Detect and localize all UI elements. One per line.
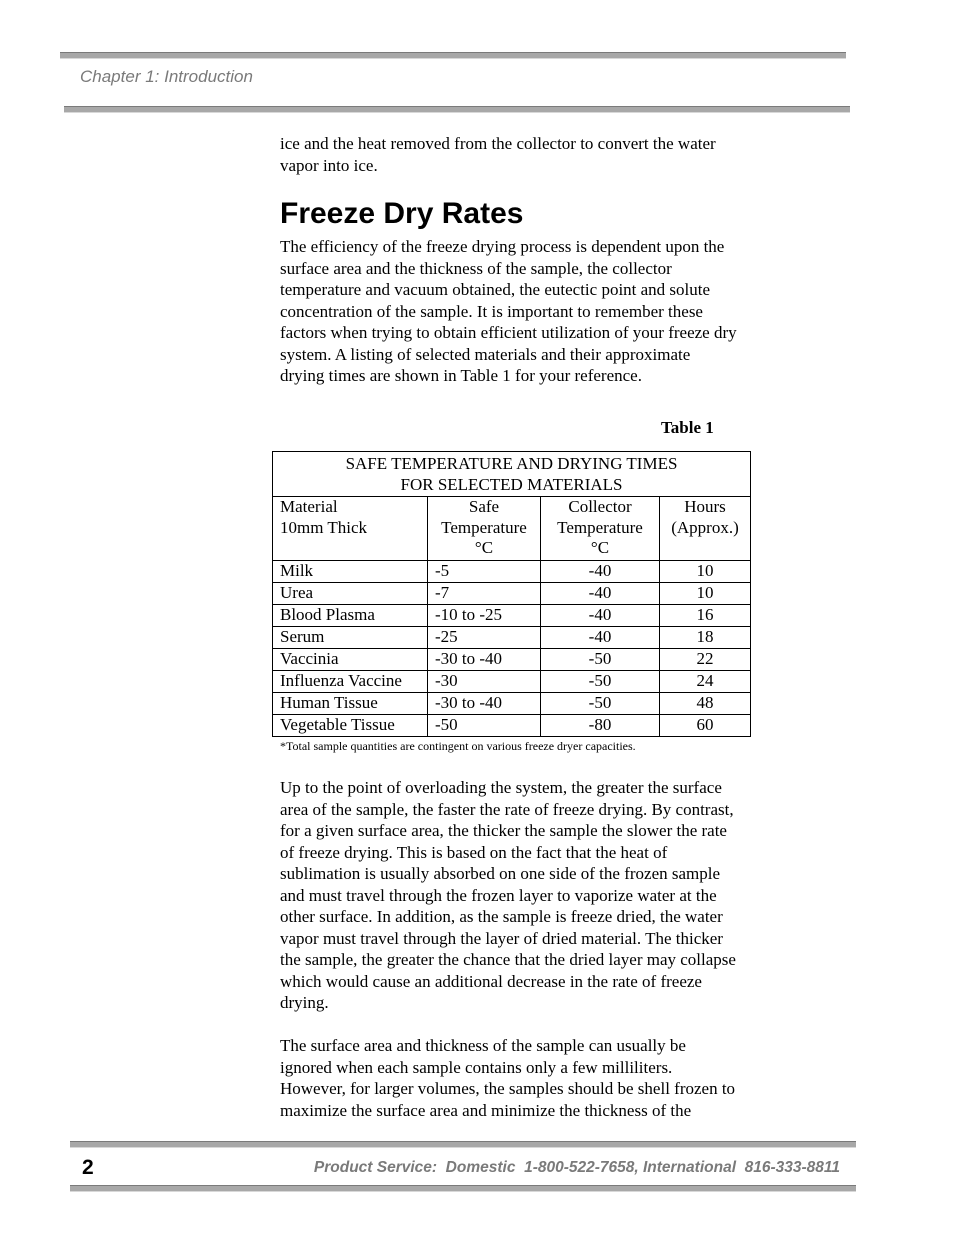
cell-material: Urea [273,583,428,605]
cell-collector-temp: -40 [541,561,660,583]
header-text: Temperature [557,517,643,537]
cell-safe-temp: -10 to -25 [428,605,541,627]
paragraph-line: for a given surface area, the thicker the sample the slower the rate [280,821,727,840]
cell-hours: 60 [660,715,751,737]
cell-collector-temp: -50 [541,649,660,671]
cell-hours: 16 [660,605,751,627]
paragraph-line: temperature and vacuum obtained, the eutectic point and solute [280,280,711,299]
cell-collector-temp: -40 [541,627,660,649]
footer-top-rule [70,1141,856,1148]
paragraph-line: ignored when each sample contains only a few milliliters. [280,1057,673,1077]
paragraph-line: However, for larger volumes, the samples should be shell frozen to [280,1079,736,1098]
table-row [273,671,751,693]
intro-line: ice and the heat removed from the collector to convert the water [280,134,716,153]
paragraph-line: area of the sample, the faster the rate of freeze drying. By contrast, [280,799,734,819]
page-number: 2 [82,1156,94,1179]
cell-safe-temp: -30 to -40 [428,649,541,671]
header-hours [660,497,751,561]
table-row [273,715,751,737]
intro-paragraph [280,133,790,176]
table-caption: Table 1 [661,418,714,437]
header-text: 10mm Thick [280,517,368,537]
table-row [273,605,751,627]
table-title-row [273,452,751,497]
table-row [273,627,751,649]
paragraph-line: concentration of the sample. It is important to remember these [280,301,703,321]
cell-safe-temp: -50 [428,715,541,737]
paragraph-line: vapor must travel through the layer of dried material. The thicker [280,928,723,948]
table-footnote: *Total sample quantities are contingent on various freeze dryer capacities. [280,739,636,753]
paragraph-2 [280,777,790,1014]
cell-collector-temp: -40 [541,583,660,605]
paragraph-line: drying. [280,993,329,1012]
table-row [273,583,751,605]
cell-safe-temp: -7 [428,583,541,605]
header-top-rule [60,52,846,59]
table-header-row [273,497,751,561]
paragraph-line: other surface. In addition, as the sample is freeze dried, the water [280,907,723,926]
header-collector-temp [541,497,660,561]
paragraph-line: factors when trying to obtain efficient utilization of your freeze dry [280,323,737,342]
header-text: (Approx.) [671,517,739,537]
header-text: Material [280,497,338,516]
cell-material: Vegetable Tissue [273,715,428,737]
table-row [273,693,751,715]
paragraph-line: drying times are shown in Table 1 for your reference. [280,366,642,385]
paragraph-3 [280,1035,790,1121]
paragraph-line: The efficiency of the freeze drying process is dependent upon the [280,237,725,256]
cell-hours: 10 [660,583,751,605]
cell-material: Serum [273,627,428,649]
cell-safe-temp: -30 to -40 [428,693,541,715]
paragraph-1 [280,236,790,387]
paragraph-line: the sample, the greater the chance that the dried layer may collapse [280,950,736,969]
paragraph-line: which would cause an additional decrease in the rate of freeze [280,971,702,991]
paragraph-line: surface area and the thickness of the sample, the collector [280,258,672,278]
cell-hours: 48 [660,693,751,715]
cell-safe-temp: -25 [428,627,541,649]
product-service-text: Product Service: Domestic 1-800-522-7658, International 816-333-8811 [313,1159,840,1176]
header-safe-temp [428,497,541,561]
paragraph-line: of freeze drying. This is based on the fact that the heat of [280,842,668,862]
cell-collector-temp: -50 [541,693,660,715]
table-row [273,561,751,583]
header-bottom-rule [64,106,850,113]
paragraph-line: The surface area and thickness of the sample can usually be [280,1036,686,1055]
cell-safe-temp: -5 [428,561,541,583]
table-row [273,649,751,671]
cell-hours: 22 [660,649,751,671]
cell-hours: 10 [660,561,751,583]
cell-collector-temp: -40 [541,605,660,627]
cell-safe-temp: -30 [428,671,541,693]
header-text: Hours [684,497,726,516]
cell-material: Blood Plasma [273,605,428,627]
paragraph-line: system. A listing of selected materials and their approximate [280,344,691,364]
header-text: Safe [468,497,500,516]
paragraph-line: sublimation is usually absorbed on one side of the frozen sample [280,864,721,883]
chapter-title: Chapter 1: Introduction [80,67,253,86]
paragraph-line: maximize the surface area and minimize the thickness of the [280,1100,692,1120]
paragraph-line: and must travel through the frozen layer to vaporize water at the [280,885,717,905]
cell-material: Milk [273,561,428,583]
header-text: Collector [568,497,632,516]
footer-bottom-rule [70,1185,856,1192]
drying-times-table [272,451,751,737]
cell-material: Vaccinia [273,649,428,671]
cell-collector-temp: -80 [541,715,660,737]
table-title-line: FOR SELECTED MATERIALS [400,474,623,494]
cell-collector-temp: -50 [541,671,660,693]
cell-material: Influenza Vaccine [273,671,428,693]
table-title-cell [273,452,751,497]
paragraph-line: Up to the point of overloading the system, the greater the surface [280,778,722,797]
intro-line: vapor into ice. [280,155,378,175]
section-heading: Freeze Dry Rates [280,197,524,230]
cell-hours: 24 [660,671,751,693]
header-text: Temperature [441,517,527,537]
header-text: °C [590,538,610,557]
cell-material: Human Tissue [273,693,428,715]
header-material [273,497,428,561]
cell-hours: 18 [660,627,751,649]
table-title-line: SAFE TEMPERATURE AND DRYING TIMES [345,454,678,473]
header-text: °C [474,538,494,557]
